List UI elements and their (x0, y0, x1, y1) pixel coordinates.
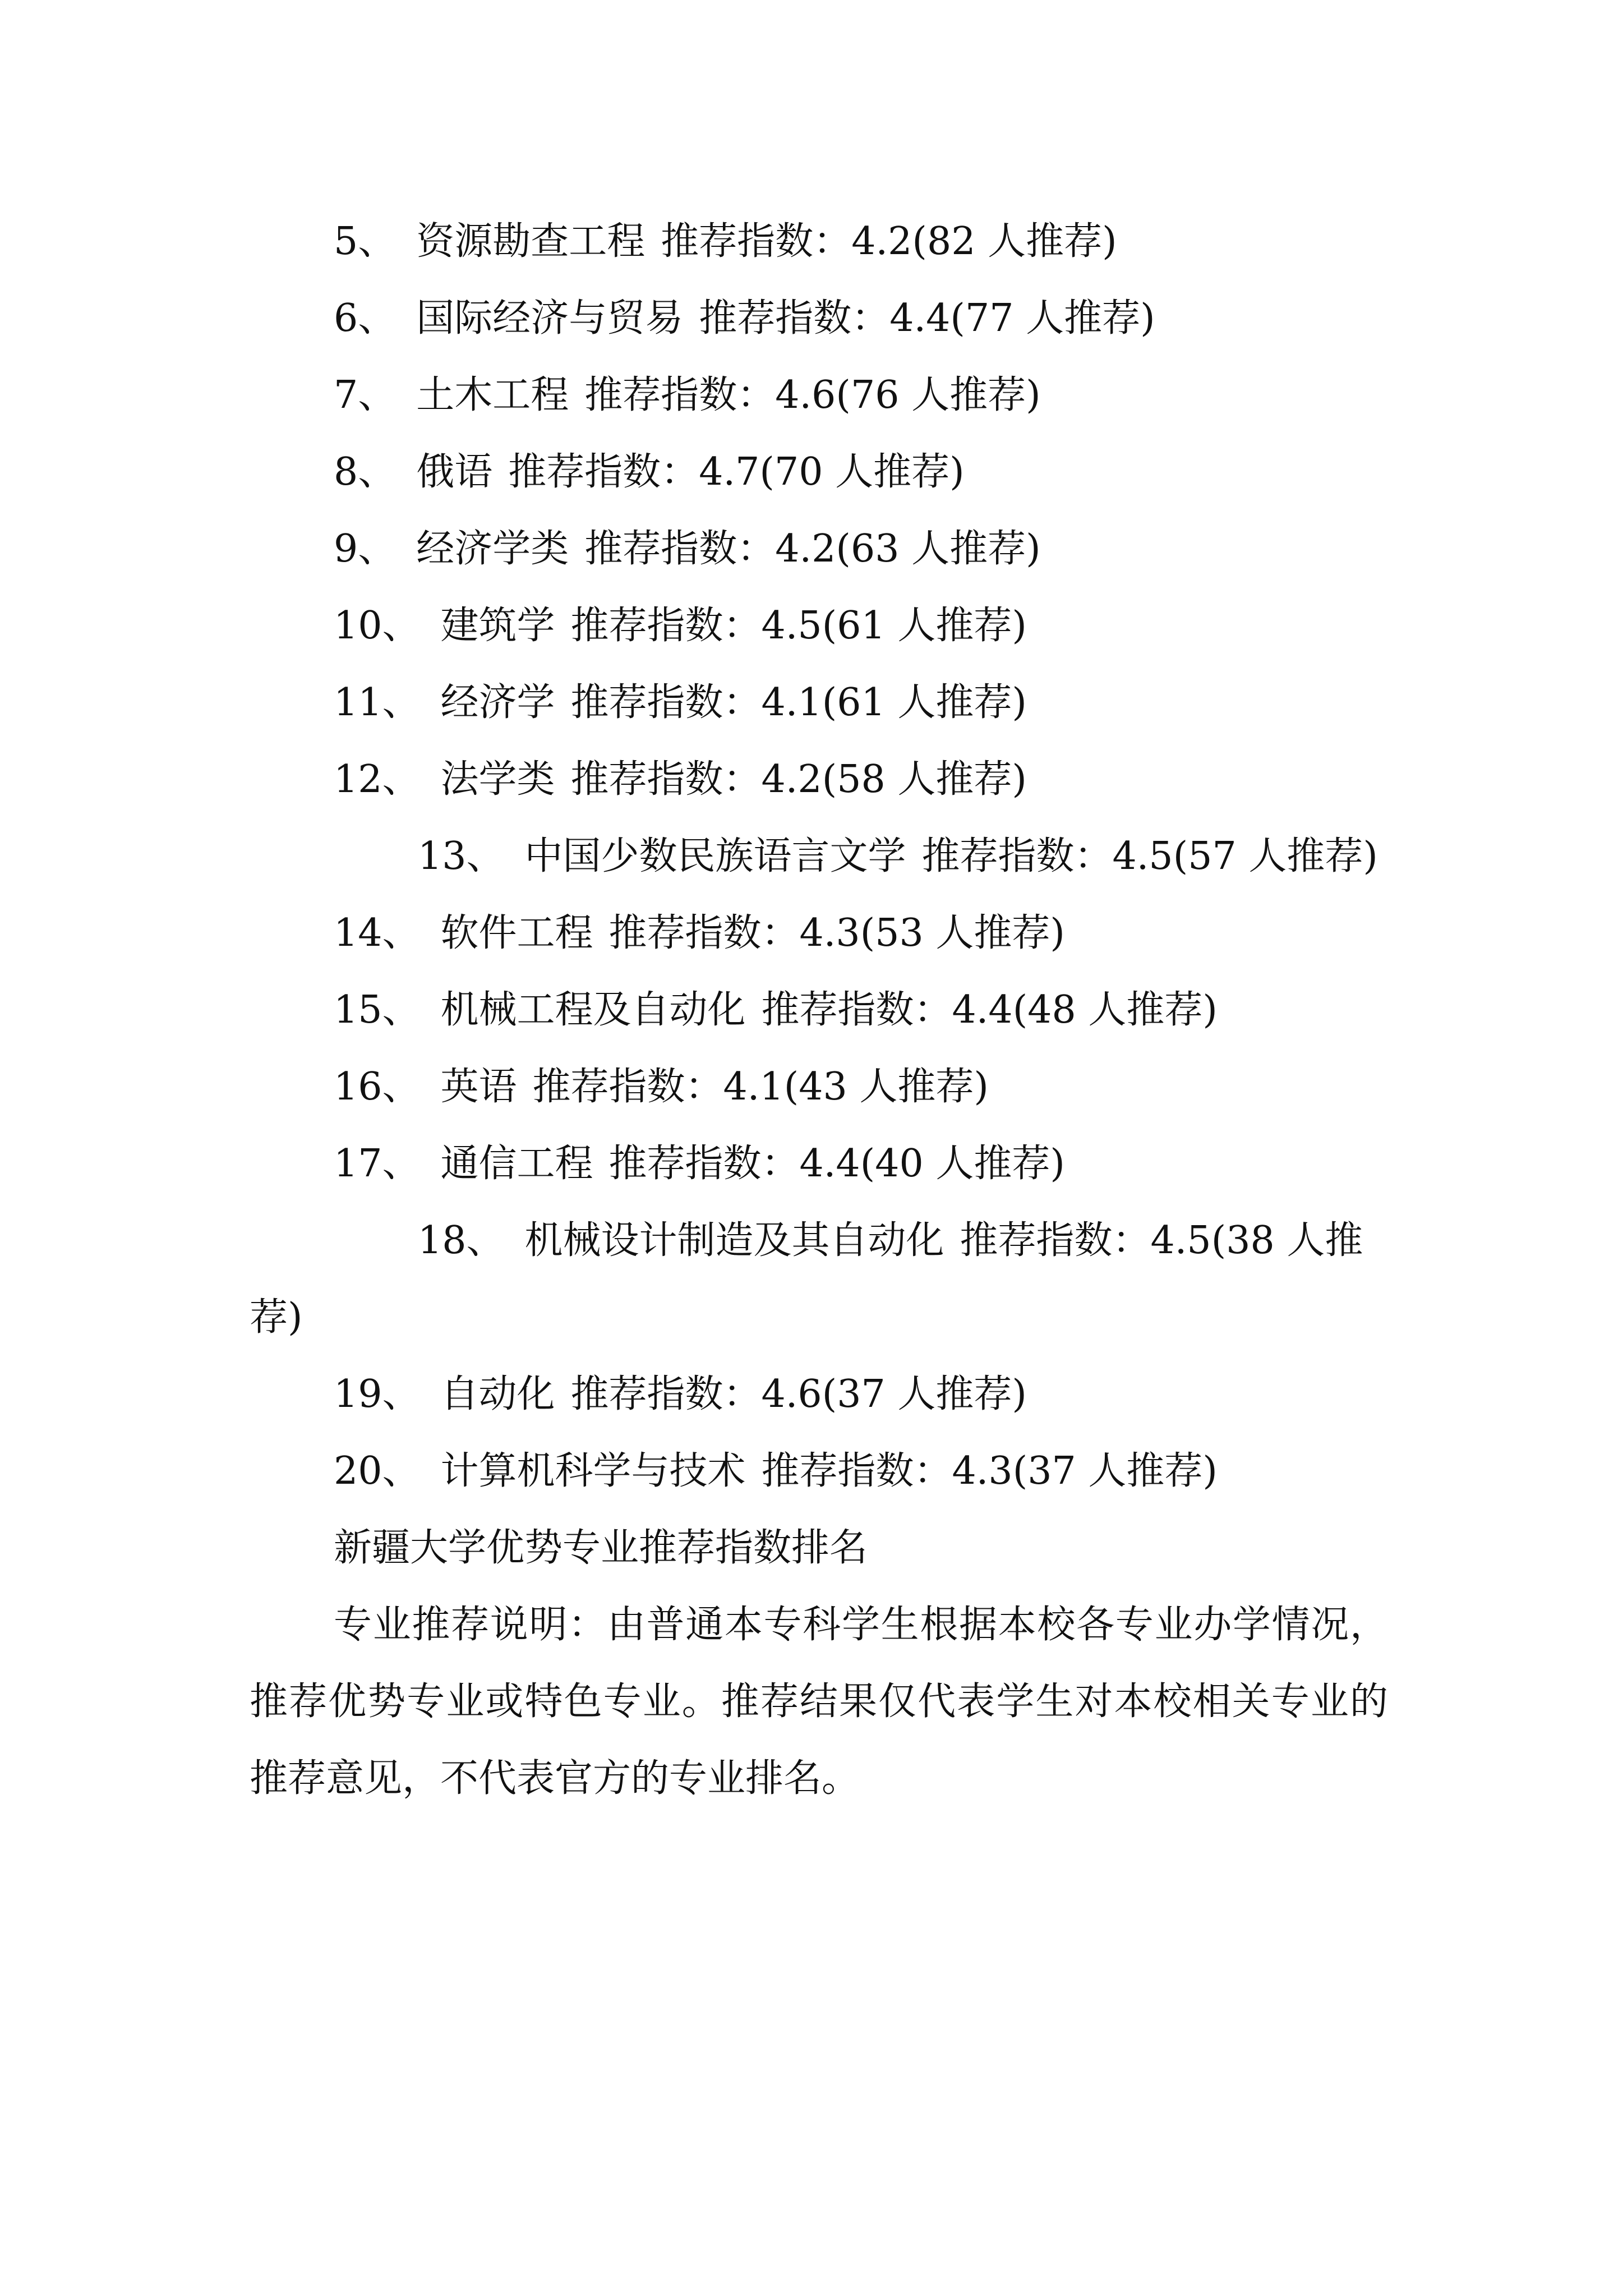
item-major: 俄语 (416, 450, 493, 494)
recommendation-note: 专业推荐说明：由普通本专科学生根据本校各专业办学情况，推荐优势专业或特色专业。推荐结果仅代表学生对本校相关专业的推荐意见，不代表官方的专业排名。 (250, 1603, 1388, 1801)
item-major: 自动化 (440, 1372, 555, 1416)
item-number: 7、 (334, 373, 396, 417)
item-major: 通信工程 (440, 1142, 593, 1186)
item-major: 计算机科学与技术 (440, 1449, 746, 1493)
item-recommendation: 推荐指数：4.6(37 人推荐) (570, 1372, 1027, 1416)
list-item (250, 1048, 1388, 1125)
item-number: 14、 (334, 911, 421, 955)
item-recommendation: 推荐指数：4.3(53 人推荐) (608, 911, 1065, 955)
list-item (250, 741, 1388, 818)
item-major: 英语 (440, 1065, 517, 1109)
list-item (250, 510, 1388, 587)
item-major: 经济学 (440, 680, 555, 725)
item-number: 16、 (334, 1065, 421, 1109)
list-item (250, 357, 1388, 434)
item-number: 20、 (334, 1449, 421, 1493)
item-number: 5、 (334, 219, 396, 264)
item-number: 9、 (334, 527, 396, 571)
item-number: 15、 (334, 988, 421, 1032)
item-recommendation: 推荐指数：4.5(57 人推荐) (921, 834, 1378, 878)
item-major: 土木工程 (416, 373, 569, 417)
item-recommendation: 推荐指数：4.3(37 人推荐) (761, 1449, 1218, 1493)
item-recommendation: 推荐指数：4.2(58 人推荐) (570, 757, 1027, 802)
item-recommendation: 推荐指数：4.4(77 人推荐) (699, 296, 1155, 341)
item-major: 软件工程 (440, 911, 593, 955)
item-recommendation: 推荐指数：4.5(38 人推荐) (250, 1218, 1363, 1340)
list-item (250, 434, 1388, 510)
item-number: 10、 (334, 604, 421, 648)
item-major: 资源勘查工程 (416, 219, 645, 264)
list-item (250, 1433, 1388, 1510)
item-recommendation: 推荐指数：4.1(61 人推荐) (570, 680, 1027, 725)
item-recommendation: 推荐指数：4.5(61 人推荐) (570, 604, 1027, 648)
item-major: 法学类 (440, 757, 555, 802)
list-item (250, 203, 1388, 280)
item-major: 中国少数民族语言文学 (524, 834, 906, 878)
item-recommendation: 推荐指数：4.4(48 人推荐) (761, 988, 1218, 1032)
item-number: 18、 (418, 1218, 505, 1263)
item-recommendation: 推荐指数：4.2(63 人推荐) (584, 527, 1041, 571)
item-number: 11、 (334, 680, 421, 725)
item-number: 6、 (334, 296, 396, 341)
list-item (250, 1125, 1388, 1202)
list-item (250, 587, 1388, 664)
item-recommendation: 推荐指数：4.6(76 人推荐) (584, 373, 1041, 417)
list-item (250, 972, 1388, 1048)
item-major: 机械工程及自动化 (440, 988, 746, 1032)
item-number: 8、 (334, 450, 396, 494)
item-major: 建筑学 (440, 604, 555, 648)
item-recommendation: 推荐指数：4.7(70 人推荐) (508, 450, 965, 494)
item-number: 17、 (334, 1142, 421, 1186)
list-item (250, 1356, 1388, 1433)
list-item (250, 664, 1388, 741)
section-title: 新疆大学优势专业推荐指数排名 (334, 1526, 868, 1570)
item-recommendation: 推荐指数：4.4(40 人推荐) (608, 1142, 1065, 1186)
item-number: 13、 (418, 834, 505, 878)
list-item (250, 1202, 1388, 1356)
item-number: 19、 (334, 1372, 421, 1416)
item-recommendation: 推荐指数：4.2(82 人推荐) (661, 219, 1117, 264)
list-item (250, 895, 1388, 972)
list-item (250, 818, 1388, 895)
item-major: 经济学类 (416, 527, 569, 571)
list-item (250, 280, 1388, 357)
item-major: 机械设计制造及其自动化 (524, 1218, 944, 1263)
item-recommendation: 推荐指数：4.1(43 人推荐) (532, 1065, 989, 1109)
item-major: 国际经济与贸易 (416, 296, 684, 341)
item-number: 12、 (334, 757, 421, 802)
document-body (250, 203, 1388, 1817)
